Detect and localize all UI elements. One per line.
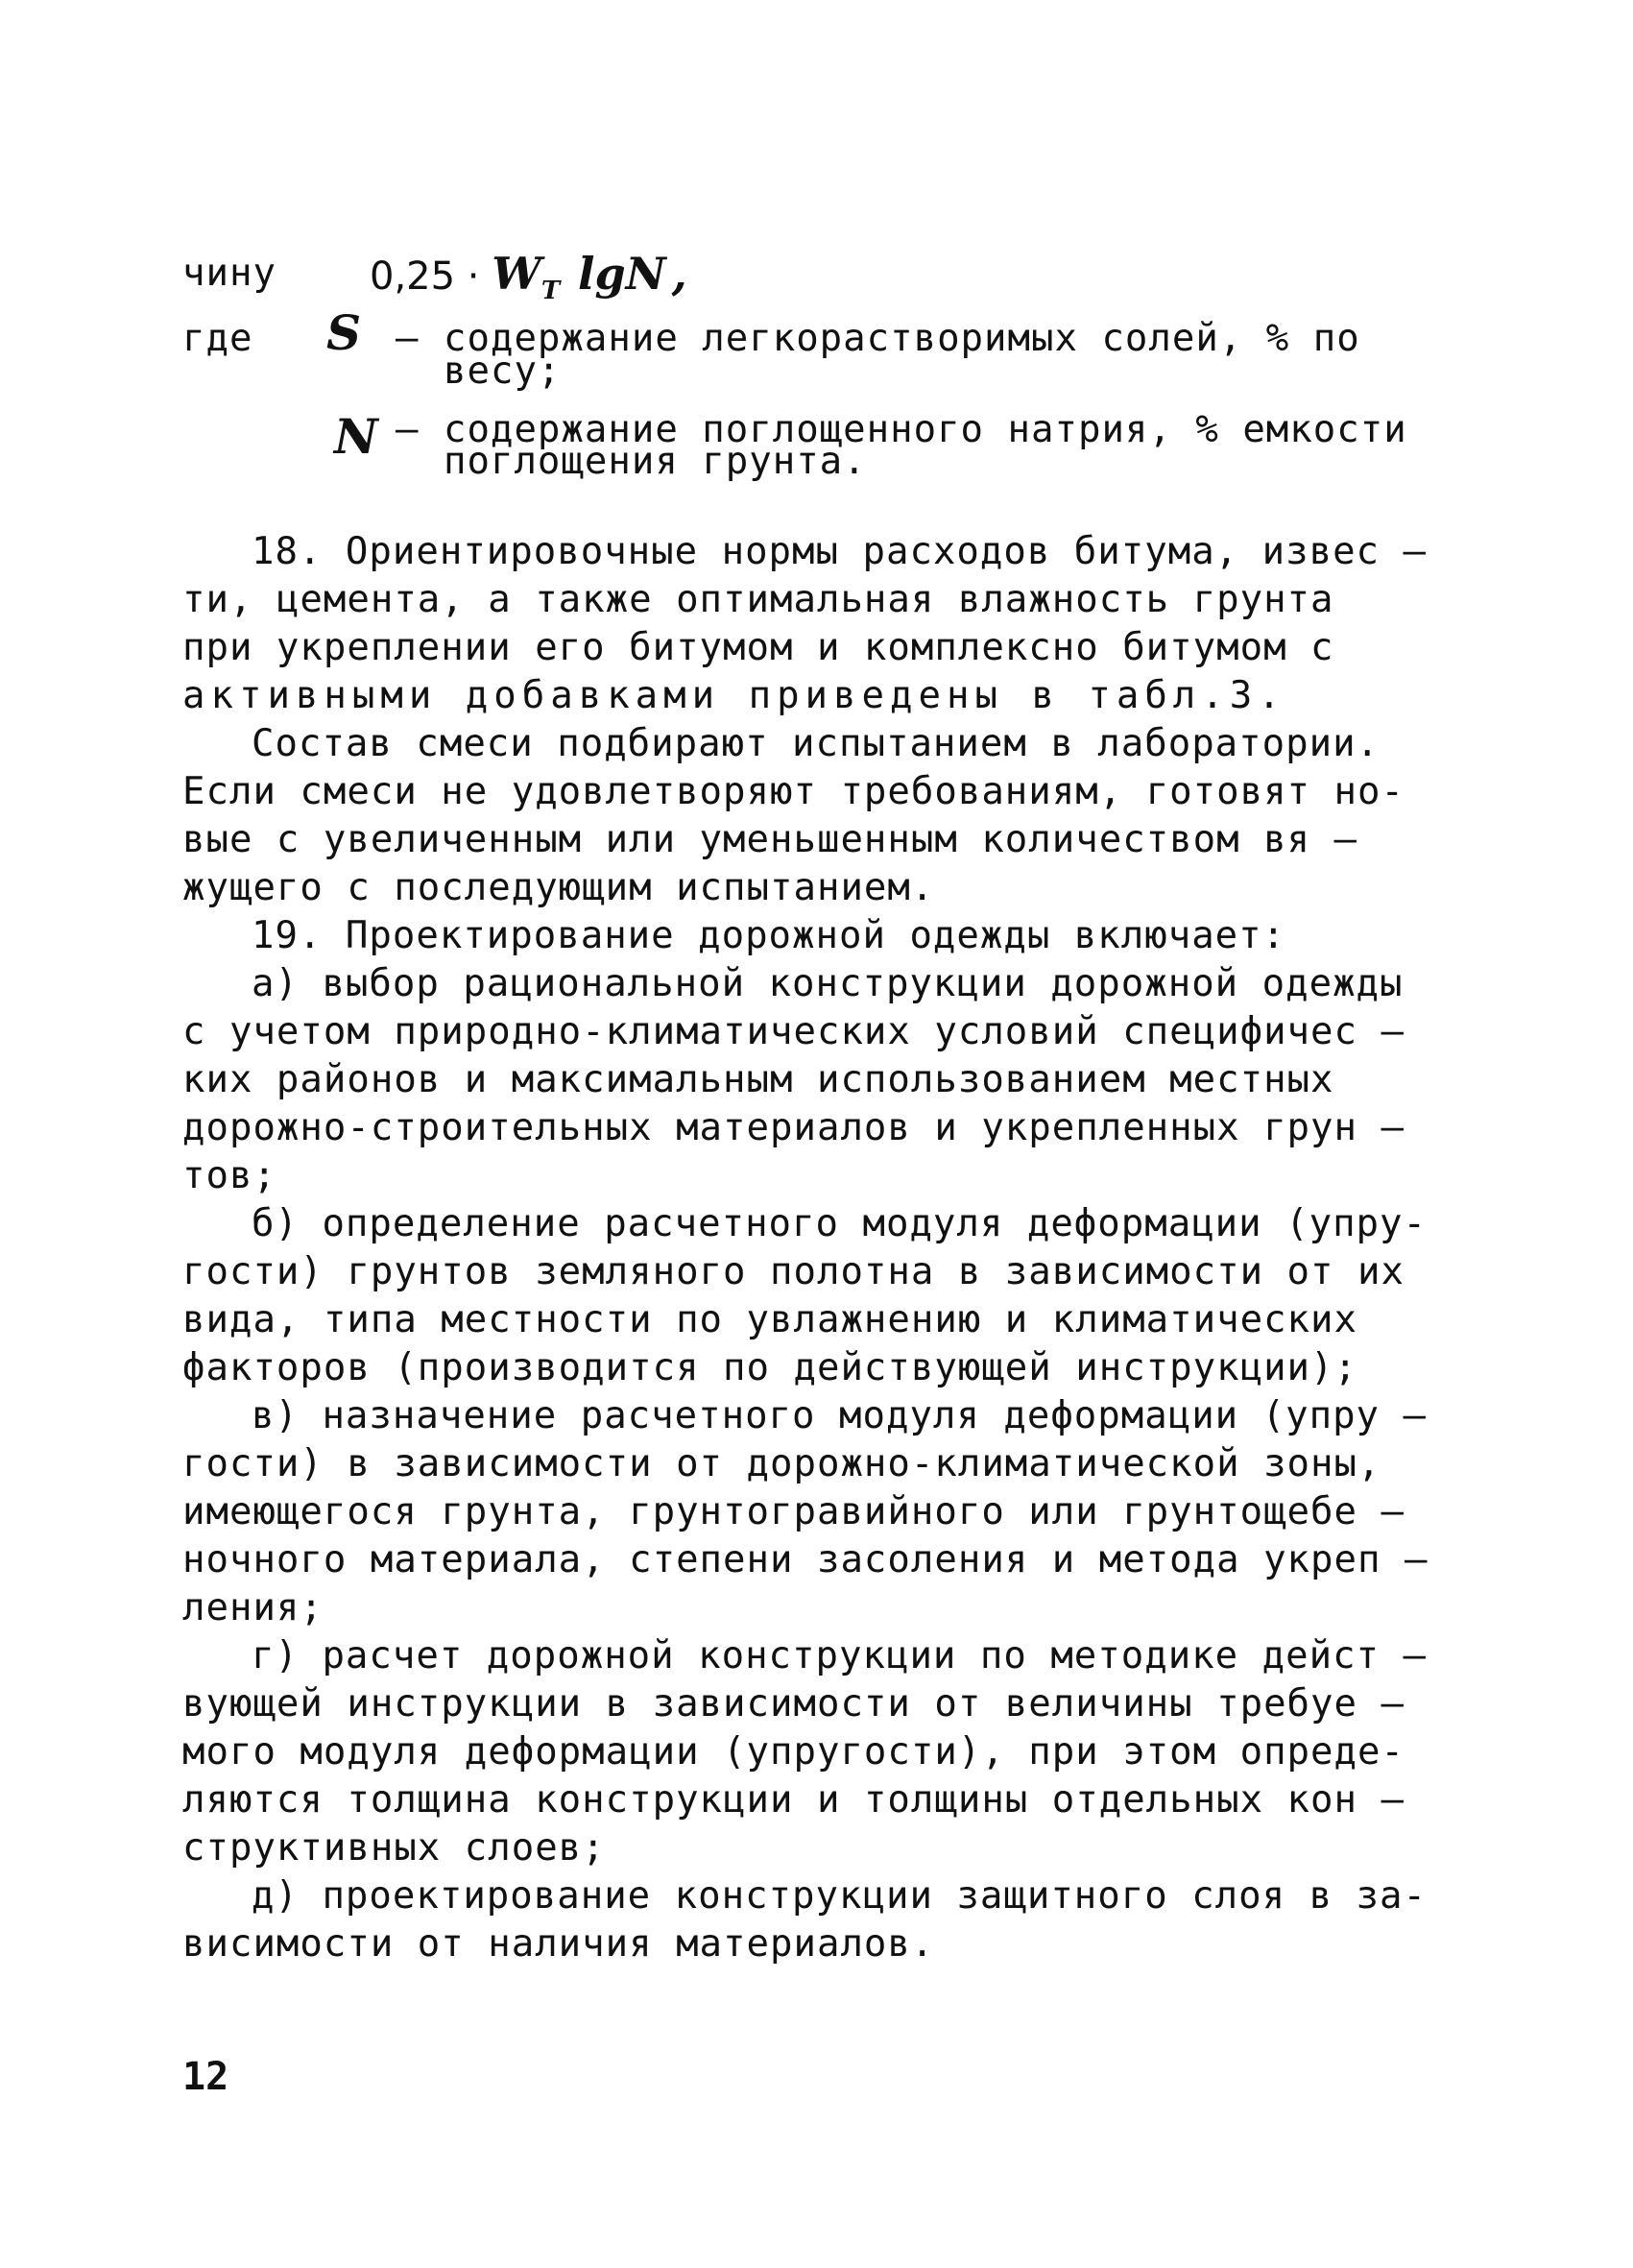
sostav-line3: вые с увеличенным или уменьшенным количеством вя – <box>182 818 1357 861</box>
formula-w: W <box>492 248 541 300</box>
where-word: где <box>182 317 253 360</box>
p18-line2: ти, цемента, а также оптимальная влажность грунта <box>182 578 1334 621</box>
item-v-line3: имеющегося грунта, грунтогравийного или грунтощебе – <box>182 1490 1405 1533</box>
formula-comma: , <box>671 248 687 300</box>
item-a-line5: тов; <box>182 1154 276 1197</box>
s-symbol: S <box>326 304 362 361</box>
item-v-line4: ночного материала, степени засоления и метода укреп – <box>182 1538 1429 1581</box>
n-definition-line1: содержание поглощенного натрия, % емкости <box>444 408 1407 451</box>
item-b-line1: б) определение расчетного модуля деформации (упру- <box>252 1202 1427 1245</box>
item-d-line2: висимости от наличия материалов. <box>182 1922 935 1966</box>
item-a-line2: с учетом природно-климатических условий специфичес – <box>182 1010 1405 1053</box>
sostav-line2: Если смеси не удовлетворяют требованиям, готовят но- <box>182 770 1405 813</box>
s-definition-line1: содержание легкорастворимых солей, % по <box>444 317 1360 360</box>
s-definition-line2: весу; <box>444 350 562 393</box>
item-v-line1: в) назначение расчетного модуля деформации (упру – <box>252 1394 1427 1437</box>
item-b-line2: гости) грунтов земляного полотна в зависимости от их <box>182 1250 1405 1293</box>
page-number: 12 <box>182 2055 229 2099</box>
formula-number: 0,25 · <box>370 254 480 299</box>
p19-title: 19. Проектирование дорожной одежды включает: <box>252 914 1286 957</box>
p18-line3: при укреплении его битумом и комплексно битумом с <box>182 626 1334 669</box>
formula-lg: lg <box>577 248 626 300</box>
item-v-line2: гости) в зависимости от дорожно-климатической зоны, <box>182 1442 1381 1485</box>
p18-line4: активными добавками приведены в табл.3. <box>182 674 1286 717</box>
p18-line1: 18. Ориентировочные нормы расходов битума, извес – <box>252 530 1427 573</box>
item-g-line1: г) расчет дорожной конструкции по методике дейст – <box>252 1634 1427 1677</box>
sostav-line1: Состав смеси подбирают испытанием в лаборатории. <box>252 722 1381 765</box>
s-dash: – <box>396 317 420 360</box>
item-g-line5: структивных слоев; <box>182 1826 606 1870</box>
n-definition-line2: поглощения грунта. <box>444 440 867 483</box>
n-symbol: N <box>334 408 378 465</box>
item-a-line4: дорожно-строительных материалов и укрепленных грун – <box>182 1106 1405 1149</box>
item-b-line4: факторов (производится по действующей инструкции); <box>182 1346 1357 1389</box>
lead-word: чину <box>182 252 276 295</box>
item-a-line3: ких районов и максимальным использованием местных <box>182 1058 1334 1101</box>
formula <box>370 248 687 305</box>
n-dash: – <box>396 408 420 451</box>
item-g-line2: вующей инструкции в зависимости от величины требуе – <box>182 1682 1405 1725</box>
sostav-line4: жущего с последующим испытанием. <box>182 866 935 909</box>
formula-w-sub: T <box>540 277 561 305</box>
item-v-line5: ления; <box>182 1586 324 1629</box>
item-g-line3: мого модуля деформации (упругости), при этом опреде- <box>182 1730 1405 1773</box>
item-d-line1: д) проектирование конструкции защитного слоя в за- <box>252 1874 1427 1918</box>
formula-n: N <box>625 248 666 300</box>
item-g-line4: ляются толщина конструкции и толщины отдельных кон – <box>182 1778 1405 1822</box>
item-b-line3: вида, типа местности по увлажнению и климатических <box>182 1298 1357 1341</box>
item-a-line1: а) выбор рациональной конструкции дорожной одежды <box>252 962 1404 1005</box>
